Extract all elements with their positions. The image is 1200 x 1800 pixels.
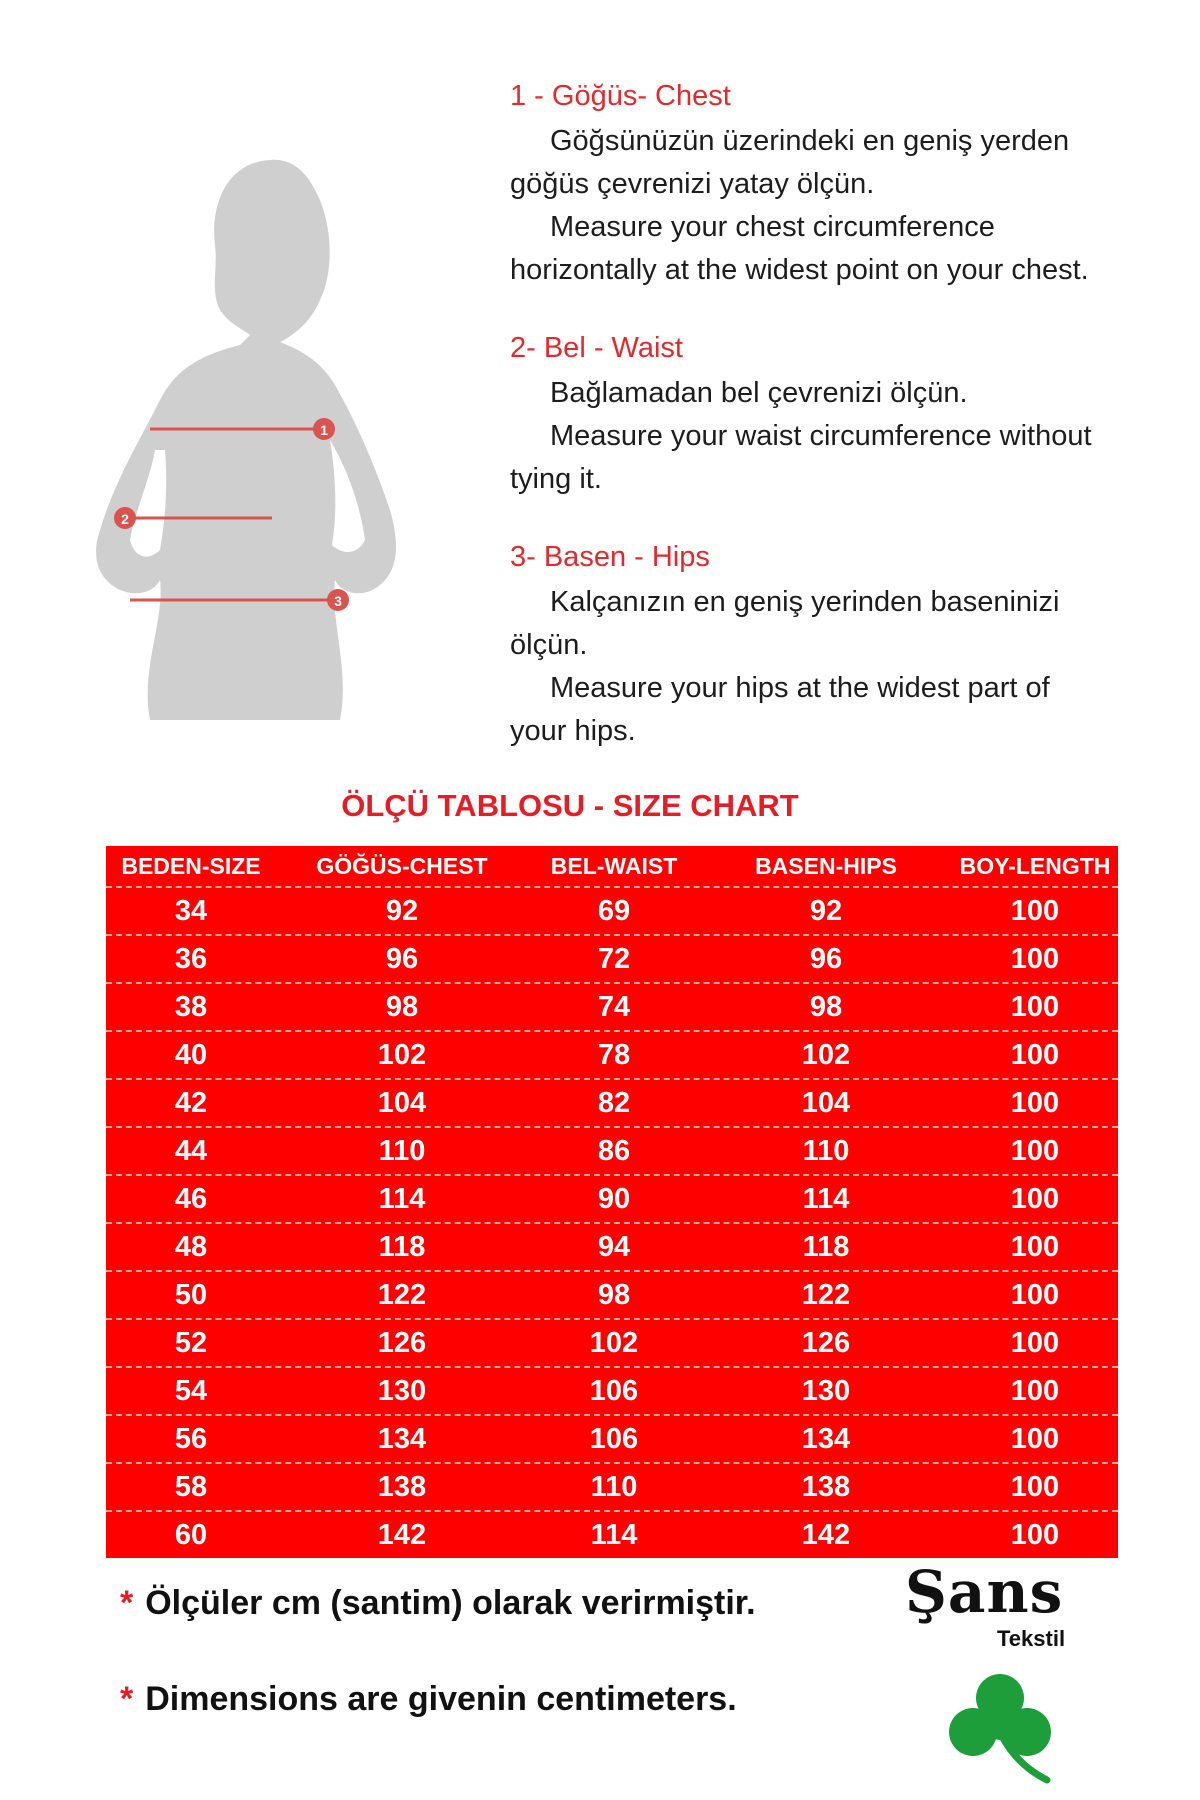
cell-hips: 110 (802, 1134, 850, 1167)
table-row (106, 1224, 1118, 1272)
cell-size: 60 (174, 1518, 208, 1551)
cell-waist: 94 (597, 1230, 631, 1263)
marker-1-label: 1 (320, 422, 328, 438)
waist-heading: 2- Bel - Waist (510, 332, 683, 364)
size-chart-title: ÖLÇÜ TABLOSU - SIZE CHART (341, 788, 799, 823)
note-star: * (120, 1584, 134, 1622)
cell-hips: 142 (801, 1518, 851, 1551)
cell-length: 100 (1010, 942, 1060, 975)
cell-length: 100 (1010, 1182, 1060, 1215)
cell-chest: 96 (385, 942, 419, 975)
cell-chest: 130 (377, 1374, 427, 1407)
cell-hips: 118 (802, 1230, 850, 1263)
cell-length: 100 (1010, 1518, 1060, 1551)
chest-en-line2: horizontally at the widest point on your chest. (510, 254, 1089, 286)
cell-length: 100 (1010, 1326, 1060, 1359)
hips-en-line1: Measure your hips at the widest part of (550, 672, 1050, 704)
notes (120, 1582, 880, 1774)
logo-name: Şans (905, 1558, 1064, 1626)
header-length: BOY-LENGTH (959, 852, 1111, 879)
cell-length: 100 (1010, 1230, 1060, 1263)
chest-instruction (510, 78, 1170, 292)
logo-subtitle: Tekstil (997, 1626, 1066, 1651)
cell-waist: 82 (597, 1086, 631, 1119)
table-row (106, 1320, 1118, 1368)
cell-hips: 92 (809, 894, 843, 927)
cell-hips: 130 (801, 1374, 851, 1407)
cell-length: 100 (1010, 1086, 1060, 1119)
cell-waist: 106 (589, 1422, 639, 1455)
chest-tr-line1: Göğsünüzün üzerindeki en geniş yerden (550, 125, 1070, 157)
measurement-instructions (510, 78, 1170, 791)
cell-waist: 90 (597, 1182, 631, 1215)
table-row (106, 1416, 1118, 1464)
cell-waist: 106 (589, 1374, 639, 1407)
note-turkish-text: Ölçüler cm (santim) olarak verirmiştir. (145, 1584, 756, 1622)
cell-hips: 134 (801, 1422, 851, 1455)
header-size: BEDEN-SIZE (121, 852, 261, 879)
hips-instruction (510, 539, 1170, 753)
cell-size: 56 (174, 1422, 208, 1455)
hips-tr-line1: Kalçanızın en geniş yerinden baseninizi (550, 586, 1060, 618)
cell-length: 100 (1010, 1134, 1060, 1167)
cell-waist: 72 (597, 942, 631, 975)
chest-heading: 1 - Göğüs- Chest (510, 80, 731, 112)
cell-waist: 78 (597, 1038, 631, 1071)
cell-hips: 96 (809, 942, 843, 975)
cell-chest: 98 (385, 990, 419, 1023)
cell-length: 100 (1010, 1422, 1060, 1455)
chest-tr-line2: göğüs çevrenizi yatay ölçün. (510, 168, 875, 200)
cell-chest: 92 (385, 894, 419, 927)
cell-size: 48 (174, 1230, 208, 1263)
table-row (106, 1272, 1118, 1320)
cell-chest: 118 (378, 1230, 426, 1263)
cell-chest: 142 (377, 1518, 427, 1551)
cell-size: 44 (174, 1134, 208, 1167)
hips-en-line2: your hips. (510, 715, 636, 747)
cell-size: 42 (174, 1086, 208, 1119)
chest-en-line1: Measure your chest circumference (550, 211, 995, 243)
waist-tr-line1: Bağlamadan bel çevrenizi ölçün. (550, 377, 968, 409)
cell-length: 100 (1010, 1278, 1060, 1311)
note-english (120, 1678, 880, 1774)
cell-hips: 138 (801, 1470, 851, 1503)
header-hips: BASEN-HIPS (755, 852, 897, 879)
table-row (106, 1368, 1118, 1416)
table-row (106, 888, 1118, 936)
cell-hips: 102 (801, 1038, 851, 1071)
cell-hips: 122 (801, 1278, 851, 1311)
brand-logo (905, 1558, 1105, 1788)
body-silhouette-figure (80, 150, 480, 740)
cell-size: 40 (174, 1038, 208, 1071)
cell-waist: 74 (597, 990, 631, 1023)
table-row (106, 936, 1118, 984)
table-header-row (106, 846, 1118, 888)
size-chart-table (106, 846, 1118, 1558)
table-row (106, 1512, 1118, 1558)
note-english-text: Dimensions are givenin centimeters. (145, 1680, 737, 1718)
waist-instruction (510, 330, 1170, 501)
cell-chest: 114 (378, 1182, 426, 1215)
table-row (106, 1032, 1118, 1080)
cell-hips: 126 (801, 1326, 851, 1359)
cell-chest: 110 (378, 1134, 426, 1167)
cell-waist: 86 (597, 1134, 631, 1167)
table-row (106, 1128, 1118, 1176)
cell-length: 100 (1010, 1470, 1060, 1503)
hips-heading: 3- Basen - Hips (510, 541, 710, 573)
table-row (106, 1176, 1118, 1224)
cell-size: 36 (174, 942, 208, 975)
header-chest: GÖĞÜS-CHEST (316, 852, 488, 879)
cell-size: 34 (174, 894, 208, 927)
waist-en-line2: tying it. (510, 463, 602, 495)
cell-size: 50 (174, 1278, 208, 1311)
cell-waist: 102 (589, 1326, 639, 1359)
waist-en-line1: Measure your waist circumference without (550, 420, 1092, 452)
cell-length: 100 (1010, 894, 1060, 927)
cell-size: 54 (174, 1374, 208, 1407)
cell-size: 52 (174, 1326, 208, 1359)
cell-chest: 126 (377, 1326, 427, 1359)
cell-size: 38 (174, 990, 208, 1023)
cell-length: 100 (1010, 1374, 1060, 1407)
cell-chest: 134 (377, 1422, 427, 1455)
silhouette-icon (80, 150, 480, 740)
cell-size: 58 (174, 1470, 208, 1503)
table-row (106, 1080, 1118, 1128)
table-row (106, 1464, 1118, 1512)
cell-chest: 122 (377, 1278, 427, 1311)
cell-waist: 69 (597, 894, 631, 927)
header-waist: BEL-WAIST (550, 852, 678, 879)
cell-chest: 102 (377, 1038, 427, 1071)
cell-length: 100 (1010, 1038, 1060, 1071)
cell-length: 100 (1010, 990, 1060, 1023)
cell-size: 46 (174, 1182, 208, 1215)
note-star: * (120, 1680, 134, 1718)
cell-chest: 138 (377, 1470, 427, 1503)
marker-2-label: 2 (121, 511, 129, 527)
table-row (106, 984, 1118, 1032)
cell-waist: 114 (590, 1518, 638, 1551)
note-turkish (120, 1582, 880, 1678)
marker-3-label: 3 (334, 593, 342, 609)
cell-hips: 114 (802, 1182, 850, 1215)
cell-hips: 98 (809, 990, 843, 1023)
clover-icon (935, 1666, 1065, 1786)
cell-hips: 104 (801, 1086, 851, 1119)
cell-waist: 110 (590, 1470, 638, 1503)
cell-waist: 98 (597, 1278, 631, 1311)
hips-tr-line2: ölçün. (510, 629, 588, 661)
cell-chest: 104 (377, 1086, 427, 1119)
